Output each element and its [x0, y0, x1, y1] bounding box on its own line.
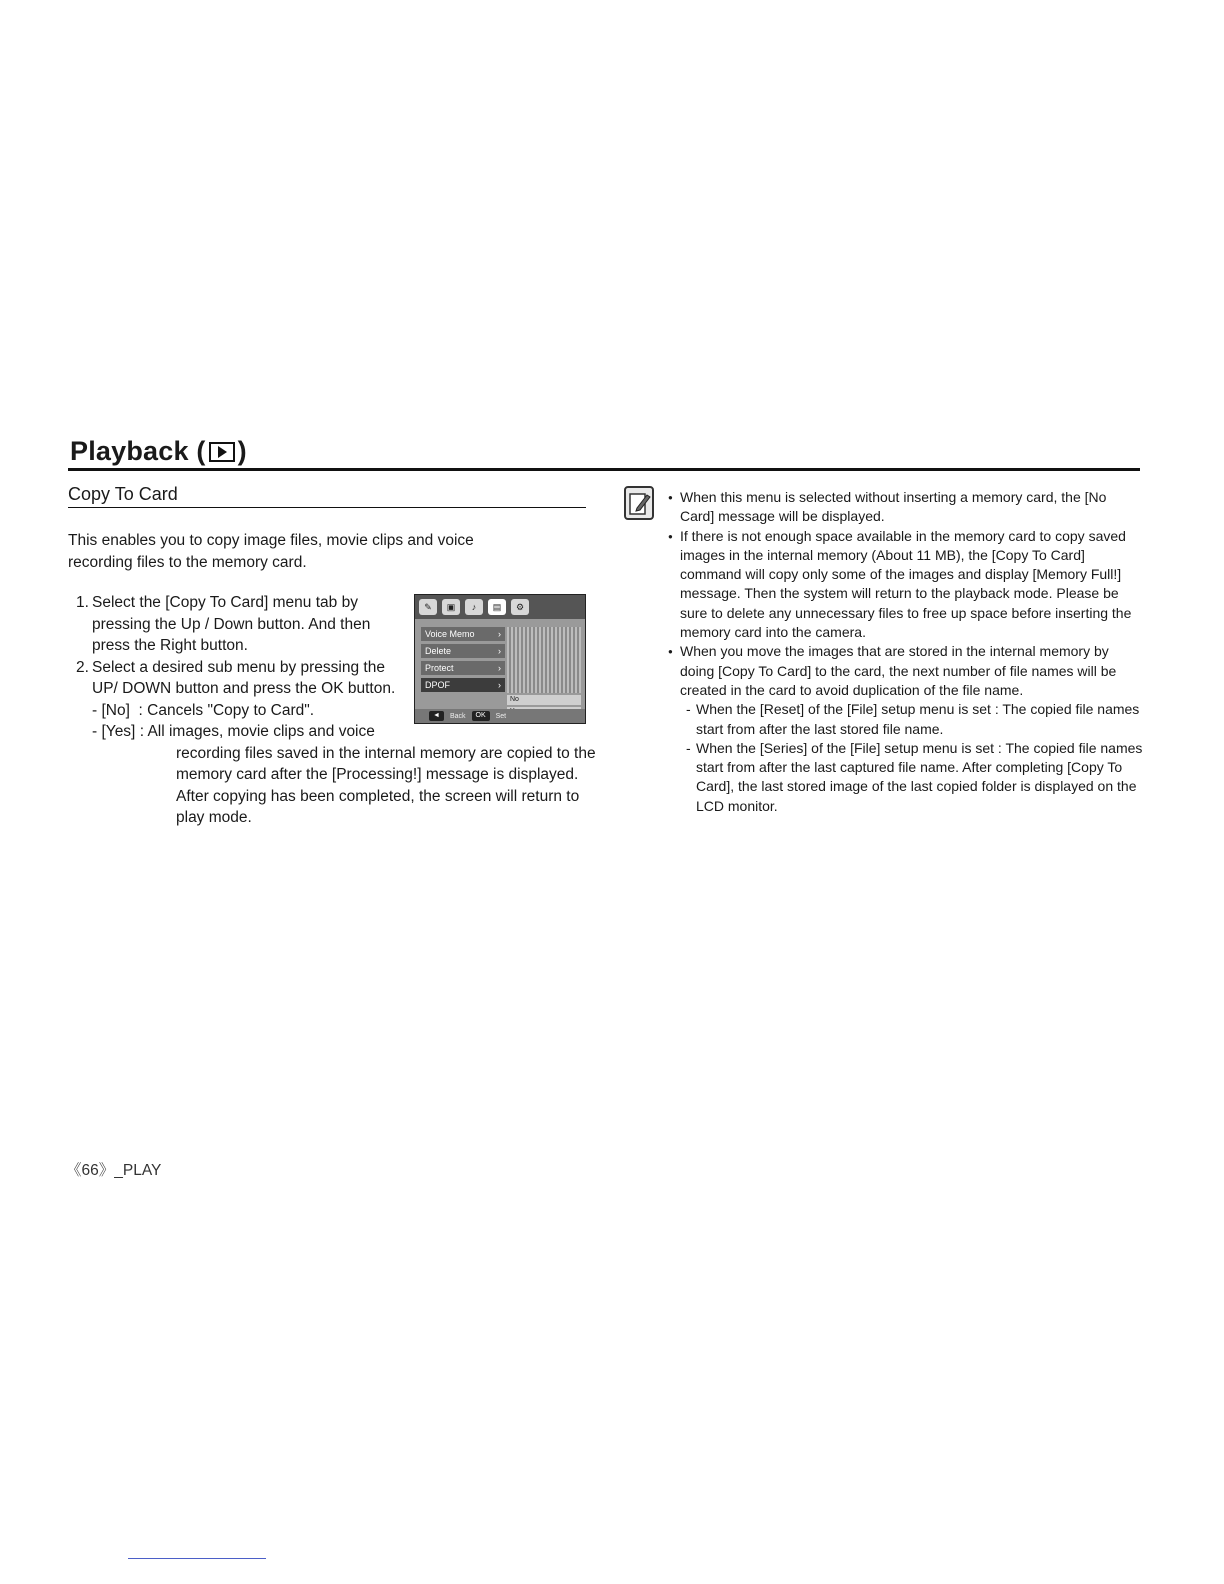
step-1: 1. Select the [Copy To Card] menu tab by pressing the Up / Down button. And then press the Right button. — [76, 594, 371, 654]
camera-lcd-screenshot — [414, 594, 586, 724]
note-pencil-icon — [624, 486, 654, 520]
lcd-menu-item: Voice Memo › — [421, 627, 505, 641]
lcd-menu-item: Delete › — [421, 644, 505, 658]
lcd-back-key: ◄ — [429, 711, 444, 721]
lcd-tab-icon: ✎ — [419, 599, 437, 615]
lcd-tab-icon: ⚙ — [511, 599, 529, 615]
lcd-tab-icon: ▣ — [442, 599, 460, 615]
lcd-preview — [507, 627, 581, 693]
page-footer: 《66》_PLAY — [66, 1162, 162, 1179]
note-dash: - When the [Series] of the [File] setup menu is set : The copied file names start from after the last captured file name. After completing [Copy To Card], the last stored image of the last copied folder is displayed on the LCD monitor. — [686, 739, 1143, 814]
note-bullet: ● When you move the images that are stored in the internal memory by doing [Copy To Card] to the card, the next number of file names will be created in the card to avoid duplication of the file name. — [668, 642, 1144, 700]
lcd-ok-key: OK — [472, 711, 490, 721]
section-title: Copy To Card — [68, 484, 586, 508]
note-bullet: ● If there is not enough space available in the memory card to copy saved images in the internal memory (About 11 MB), the [Copy To Card] command will copy only some of the images and display [Memory Full!] message. Then the system will return to the playback mode. Please be sure to delete any unnecessary files to free up space before inserting the memory card into the camera. — [668, 527, 1144, 643]
notes-column — [668, 488, 1144, 816]
option-yes: - [Yes] : All images, movie clips and voice recording files saved in the internal memory are copied to the memory card after the [Processing!] message is displayed. After copying has been completed, the screen will return to play mode. — [92, 723, 596, 826]
step-2: 2. Select a desired sub menu by pressing the UP/ DOWN button and press the OK button. — [76, 658, 396, 697]
option-no: - [No] : Cancels "Copy to Card". — [92, 701, 315, 719]
lcd-tab-bar — [415, 595, 585, 619]
page-header — [68, 432, 1140, 471]
note-dash: - When the [Reset] of the [File] setup menu is set : The copied file names start from after the last stored file name. — [686, 701, 1140, 737]
lcd-menu-item: Protect › — [421, 661, 505, 675]
intro-text: This enables you to copy image files, movie clips and voice recording files to the memory card. — [68, 532, 474, 571]
note-bullet: ● When this menu is selected without inserting a memory card, the [No Card] message will be displayed. — [668, 488, 1144, 527]
lcd-footer: ◄ Back OK Set — [415, 709, 585, 723]
bottom-divider — [128, 1558, 266, 1559]
lcd-tab-icon: ▤ — [488, 599, 506, 615]
lcd-menu — [421, 627, 505, 695]
page-title: Playback ( ) — [70, 436, 247, 466]
lcd-submenu-item: No — [507, 695, 581, 705]
lcd-menu-item: DPOF › — [421, 678, 505, 692]
lcd-tab-icon: ♪ — [465, 599, 483, 615]
play-icon — [209, 442, 235, 462]
